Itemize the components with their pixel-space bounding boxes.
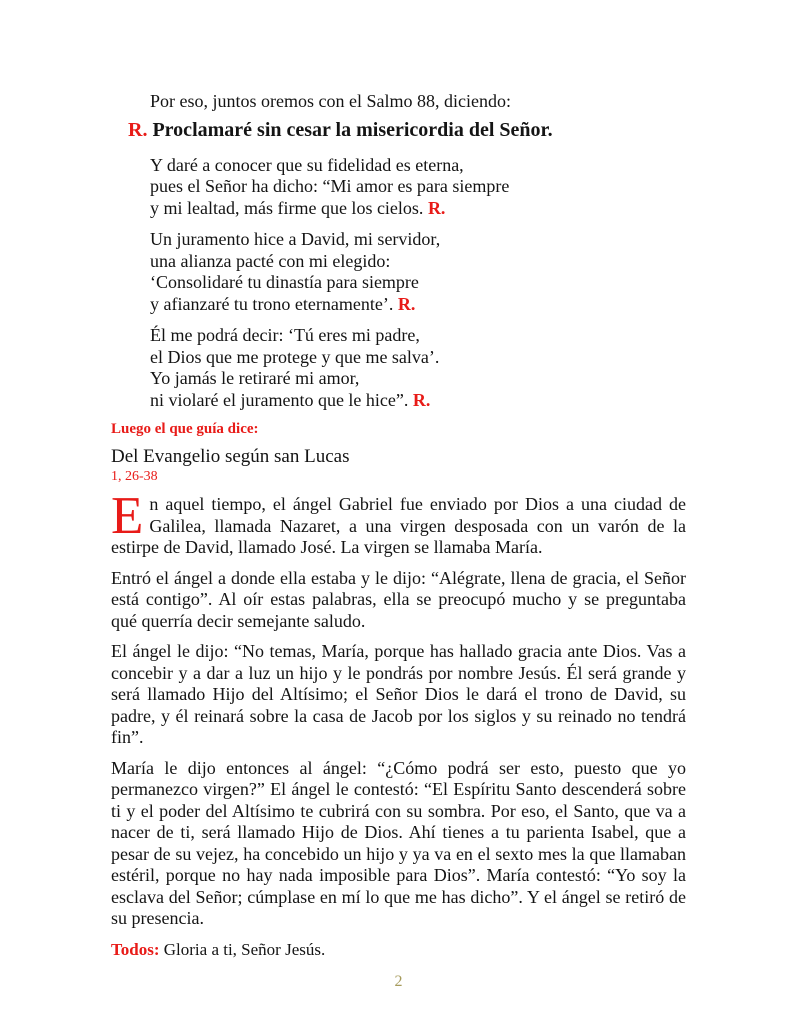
stanza-line: Un juramento hice a David, mi servidor, [150, 229, 441, 249]
psalm-intro: Por eso, juntos oremos con el Salmo 88, diciendo: [150, 91, 511, 111]
closing-line [111, 939, 686, 960]
gospel-title: Del Evangelio según san Lucas [111, 446, 350, 467]
stanza-line: ‘Consolidaré tu dinastía para siempre [150, 272, 419, 292]
stanza-line [150, 390, 686, 412]
gospel-paragraph-1-text: n aquel tiempo, el ángel Gabriel fue enviado por Dios a una ciudad de Galilea, llamada Nazaret, a una virgen desposada con un varón de la estirpe de David, llamado José. La virgen se llamaba María. [111, 494, 686, 557]
stanza-response-r: R. [397, 293, 416, 314]
gospel-paragraph-2: Entró el ángel a donde ella estaba y le dijo: “Alégrate, llena de gracia, el Señor está contigo”. Al oír estas palabras, ella se preocupó mucho y se preguntaba qué querría decir semejante saludo. [111, 567, 686, 631]
gospel-paragraph-1 [111, 487, 686, 559]
response-text: Proclamaré sin cesar la misericordia del Señor. [152, 118, 553, 141]
gospel-paragraph-3: El ángel le dijo: “No temas, María, porque has hallado gracia ante Dios. Vas a concebir y a dar a luz un hijo y le pondrás por nombre Jesús. Él será grande y será llamado Hijo del Altísimo; el Señor Dios le dará el trono de David, su padre, y él reinará sobre la casa de Jacob por los siglos y su reinado no tendrá fin”. [111, 641, 686, 747]
stanza-response-r: R. [427, 197, 446, 218]
stanza-line-text: y afianzaré tu trono eternamente’. [150, 293, 394, 314]
stanza-line: Y daré a conocer que su fidelidad es eterna, [150, 154, 464, 175]
stanza-line: el Dios que me protege y que me salva’. [150, 346, 440, 367]
gospel-paragraph-4: María le dijo entonces al ángel: “¿Cómo podrá ser esto, puesto que yo permanezco virgen?” El ángel le contestó: “El Espíritu Santo descenderá sobre ti y el poder del Altísimo te cubrirá con su sombra. Por eso, el Santo, que va a nacer de ti, será llamado Hijo de Dios. Ahí tienes a tu parienta Isabel, que a pesar de su vejez, ha concebido un hijo y ya va en el sexto mes la que llamaban estéril, porque no hay nada imposible para Dios”. María contestó: “Yo soy la esclava del Señor; cúmplase en mí lo que me has dicho”. Y el ángel se retiró de su presencia. [111, 757, 686, 928]
psalm-stanza-1 [150, 155, 686, 220]
closing-text: Gloria a ti, Señor Jesús. [163, 939, 326, 959]
drop-cap: E [111, 487, 144, 545]
stanza-line [150, 294, 686, 316]
psalm-stanza-3 [150, 325, 686, 411]
stanza-line-text: y mi lealtad, más firme que los cielos. [150, 197, 424, 218]
gospel-rubric: Luego el que guía dice: [111, 421, 259, 437]
psalm-stanza-2 [150, 229, 686, 315]
response-r-label: R. [128, 118, 148, 141]
psalm-response-line [128, 118, 686, 142]
stanza-line: pues el Señor ha dicho: “Mi amor es para siempre [150, 176, 510, 196]
page-number: 2 [394, 972, 403, 990]
stanza-response-r: R. [412, 389, 431, 410]
closing-label: Todos: [111, 939, 160, 959]
stanza-line [150, 198, 686, 220]
stanza-line: Yo jamás le retiraré mi amor, [150, 368, 360, 388]
gospel-verse-ref: 1, 26-38 [111, 469, 158, 484]
stanza-line: Él me podrá decir: ‘Tú eres mi padre, [150, 325, 420, 345]
stanza-line: una alianza pacté con mi elegido: [150, 250, 391, 271]
stanza-line-text: ni violaré el juramento que le hice”. [150, 389, 409, 410]
